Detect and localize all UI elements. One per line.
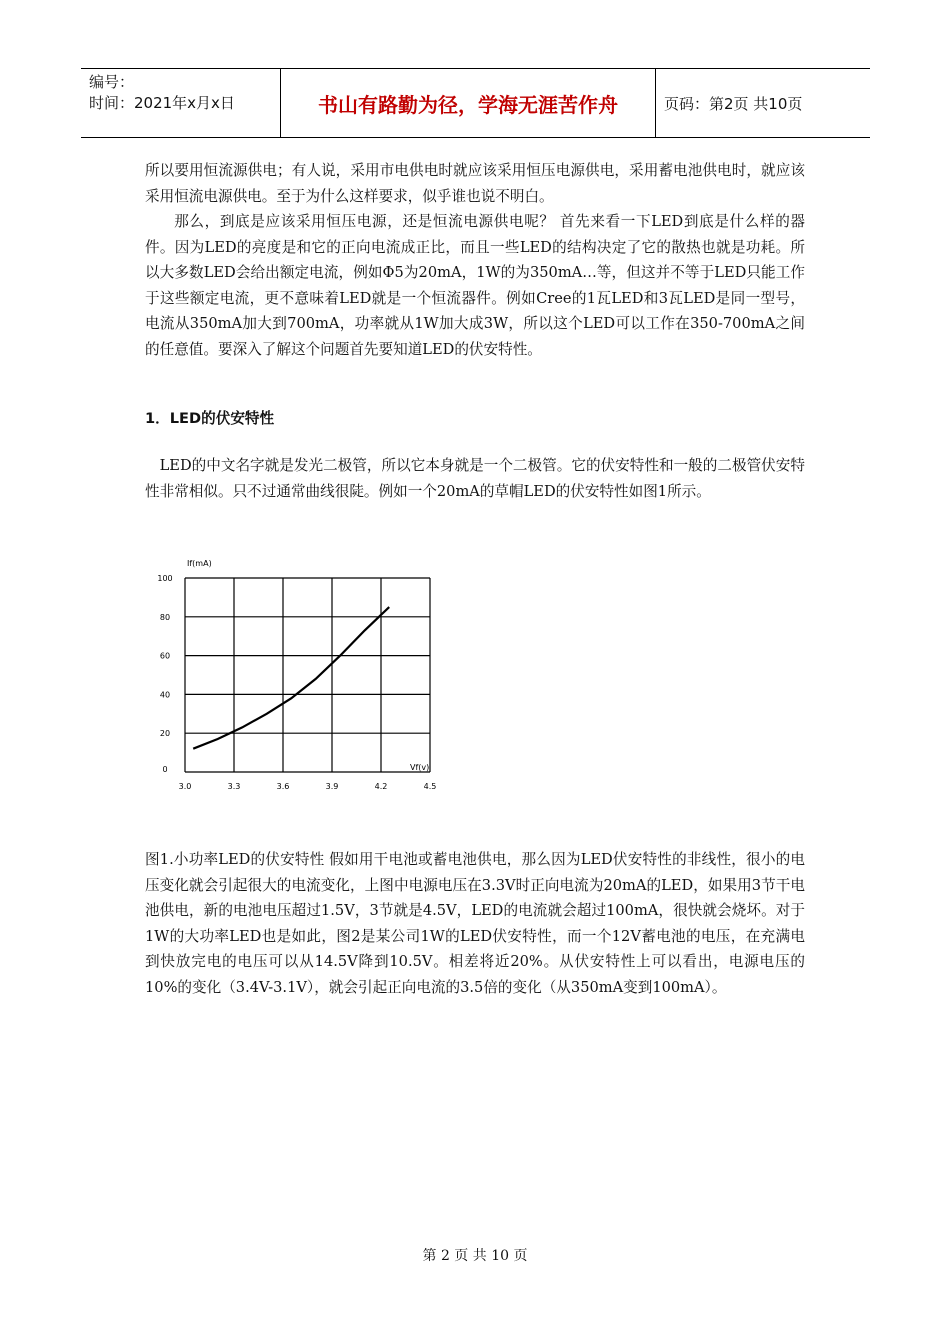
y-tick-label: 0: [162, 765, 168, 774]
page-footer: 第 2 页 共 10 页: [422, 1248, 528, 1264]
x-tick-label: 3.6: [276, 782, 290, 791]
number-label: 编号：: [89, 73, 135, 91]
paragraph-3-text: LED的中文名字就是发光二极管，所以它本身就是一个二极管。它的伏安特性和一般的二极管伏安特性非常相似。只不过通常曲线很陡。例如一个20mA的草帽LED的伏安特性如图1所示。: [145, 457, 805, 500]
motto: 书山有路勤为径，学海无涯苦作舟: [281, 69, 656, 137]
iv-curve: [193, 607, 389, 749]
header-meta: [81, 69, 281, 137]
paragraph-1: [145, 158, 805, 209]
page-info: 页码：第2页 共10页: [664, 94, 803, 113]
paragraph-4-text: 图1.小功率LED的伏安特性 假如用干电池或蓄电池供电，那么因为LED伏安特性的非线性，很小的电压变化就会引起很大的电流变化，上图中电源电压在3.3V时正向电流为20mA的LED，如果用3节干电池供电，新的电池电压超过1.5V，3节就是4.5V，LED的电流就会超过100mA，很快就会烧坏。对于1W的大功率LED也是如此，图2是某公司1W的LED伏安特性，而一个12V蓄电池的电压，在充满电到快放完电的电压可以从14.5V降到10.5V。相差将近20%。从伏安特性上可以看出，电源电压的10%的变化（3.4V-3.1V），就会引起正向电流的3.5倍的变化（从350mA变到100mA）。: [145, 851, 805, 996]
y-tick-label: 100: [157, 574, 173, 583]
chart-grid: [185, 578, 430, 772]
x-tick-label: 4.5: [423, 782, 437, 791]
y-tick-label: 60: [159, 651, 171, 661]
paragraph-2: [145, 209, 805, 362]
y-tick-label: 80: [159, 612, 171, 622]
x-axis-label: Vf(v): [410, 763, 430, 772]
y-tick-label: 40: [159, 690, 171, 700]
iv-characteristic-chart: [145, 550, 445, 800]
header-table: [81, 68, 870, 138]
x-tick-label: 3.3: [227, 782, 241, 791]
section-heading: 1．LED的伏安特性: [145, 410, 275, 427]
paragraph-3: [145, 453, 805, 504]
x-tick-label: 3.0: [178, 782, 192, 791]
x-tick-label: 3.9: [325, 782, 339, 791]
paragraph-2-text: 那么，到底是应该采用恒压电源，还是恒流电源供电呢？ 首先来看一下LED到底是什么样的器件。因为LED的亮度是和它的正向电流成正比，而且一些LED的结构决定了它的散热也就是功耗。所以大多数LED会给出额定电流，例如Φ5为20mA，1W的为350mA…等，但这并不等于LED只能工作于这些额定电流，更不意味着LED就是一个恒流器件。例如Cree的1瓦LED和3瓦LED是同一型号，电流从350mA加大到700mA，功率就从1W加大成3W，所以这个LED可以工作在350-700mA之间的任意值。要深入了解这个问题首先要知道LED的伏安特性。: [145, 213, 805, 358]
x-tick-label: 4.2: [374, 782, 388, 791]
paragraph-1-text: 所以要用恒流源供电；有人说，采用市电供电时就应该采用恒压电源供电，采用蓄电池供电时，就应该采用恒流电源供电。至于为什么这样要求，似乎谁也说不明白。: [145, 162, 805, 205]
y-tick-label: 20: [159, 729, 171, 739]
paragraph-4: [145, 847, 805, 1000]
time-label: 时间：2021年x月x日: [89, 94, 235, 112]
chart-axis-labels: [157, 559, 436, 791]
y-axis-label: If(mA): [187, 559, 212, 568]
